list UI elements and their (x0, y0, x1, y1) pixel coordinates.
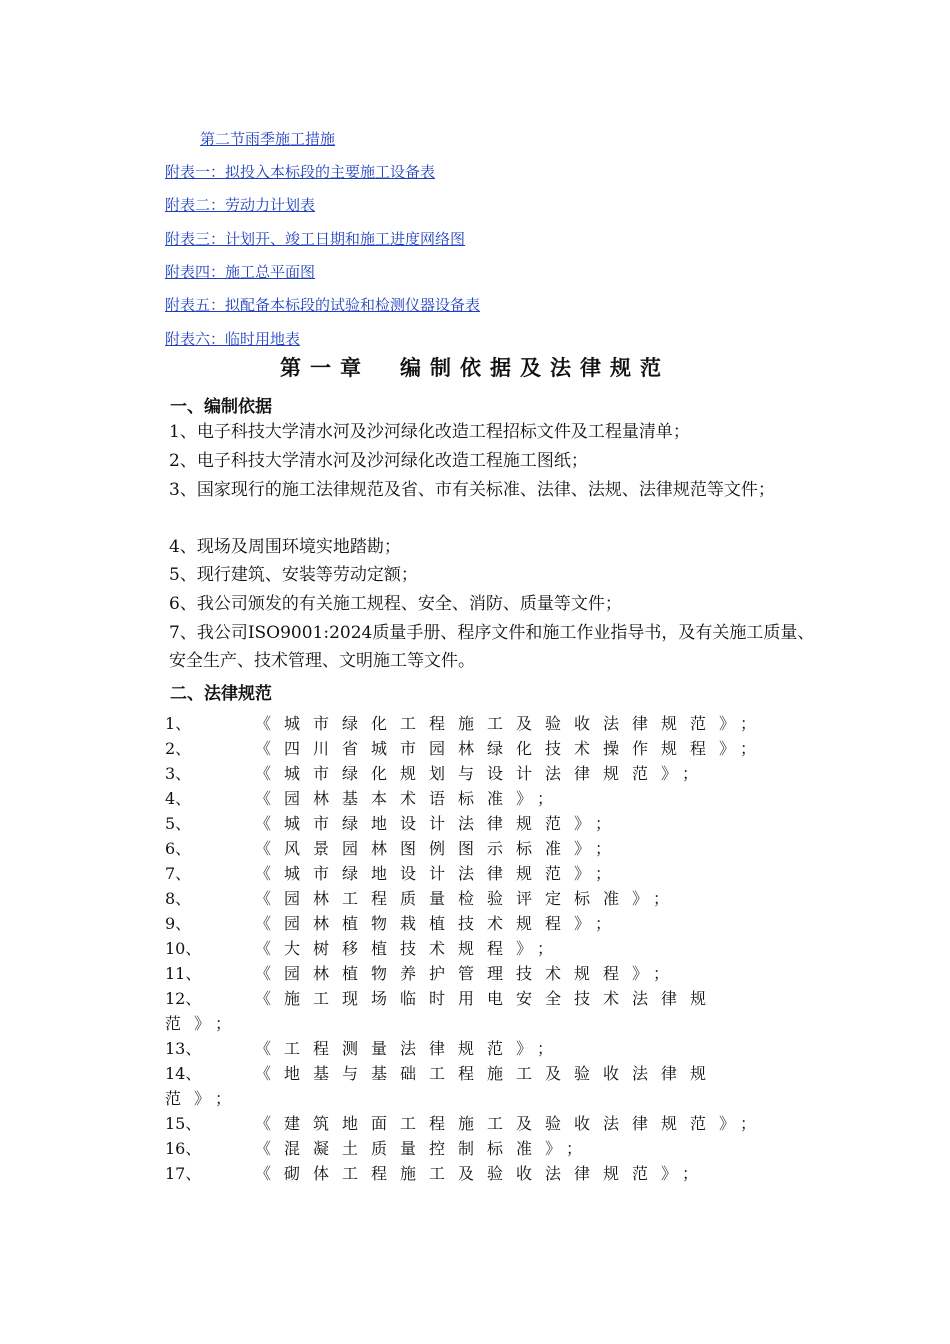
law-item: 3、 《城市绿化规划与设计法律规范》； (165, 764, 712, 783)
basis-item: 2、电子科技大学清水河及沙河绿化改造工程施工图纸； (169, 451, 588, 471)
section-heading-basis: 一、编制依据 (170, 397, 272, 417)
law-item: 2、 《四川省城市园林绿化技术操作规程》； (165, 739, 770, 758)
toc-link-appendix-4[interactable]: 附表四：施工总平面图 (165, 263, 316, 281)
basis-item: 3、国家现行的施工法律规范及省、市有关标准、法律、法规、法律规范等文件； (169, 480, 775, 500)
law-item: 10、 《大树移植技术规程》； (165, 939, 567, 958)
toc-link-appendix-3[interactable]: 附表三：计划开、竣工日期和施工进度网络图 (165, 230, 466, 248)
law-item: 6、 《风景园林图例图示标准》； (165, 839, 625, 858)
basis-item: 7、我公司ISO9001:2024质量手册、程序文件和施工作业指导书，及有关施工质量、安全生产、技术管理、文明施工等文件。 (169, 623, 815, 671)
law-item: 14、 《地基与基础工程施工及验收法律规 (165, 1064, 720, 1083)
toc-link-rain-season[interactable]: 第二节雨季施工措施 (200, 130, 336, 148)
law-item: 4、 《园林基本术语标准》； (165, 789, 567, 808)
toc-link-appendix-2[interactable]: 附表二：劳动力计划表 (165, 196, 316, 214)
law-item: 5、 《城市绿地设计法律规范》； (165, 814, 625, 833)
law-item: 17、 《砌体工程施工及验收法律规范》； (165, 1164, 712, 1183)
law-item: 11、 《园林植物养护管理技术规程》； (165, 964, 683, 983)
law-item: 13、 《工程测量法律规范》； (165, 1039, 567, 1058)
law-item: 9、 《园林植物栽植技术规程》； (165, 914, 625, 933)
law-item: 12、 《施工现场临时用电安全技术法律规 (165, 989, 720, 1008)
law-item: 15、 《建筑地面工程施工及验收法律规范》； (165, 1114, 770, 1133)
chapter-title: 第一章 编制依据及法律规范 (280, 355, 670, 380)
law-item: 16、 《混凝土质量控制标准》； (165, 1139, 596, 1158)
law-item-continuation: 范》； (165, 1089, 245, 1108)
basis-item: 5、现行建筑、安装等劳动定额； (169, 565, 418, 585)
law-item: 1、 《城市绿化工程施工及验收法律规范》； (165, 714, 770, 733)
law-item: 8、 《园林工程质量检验评定标准》； (165, 889, 683, 908)
basis-item: 4、现场及周围环境实地踏勘； (169, 537, 401, 557)
toc-link-appendix-1[interactable]: 附表一：拟投入本标段的主要施工设备表 (165, 163, 436, 181)
law-item-continuation: 范》； (165, 1014, 245, 1033)
section-heading-laws: 二、法律规范 (170, 684, 272, 704)
basis-item: 6、我公司颁发的有关施工规程、安全、消防、质量等文件； (169, 594, 622, 614)
basis-item: 1、电子科技大学清水河及沙河绿化改造工程招标文件及工程量清单； (169, 422, 690, 442)
toc-link-appendix-6[interactable]: 附表六：临时用地表 (165, 330, 301, 348)
toc-link-appendix-5[interactable]: 附表五：拟配备本标段的试验和检测仪器设备表 (165, 296, 481, 314)
law-item: 7、 《城市绿地设计法律规范》； (165, 864, 625, 883)
